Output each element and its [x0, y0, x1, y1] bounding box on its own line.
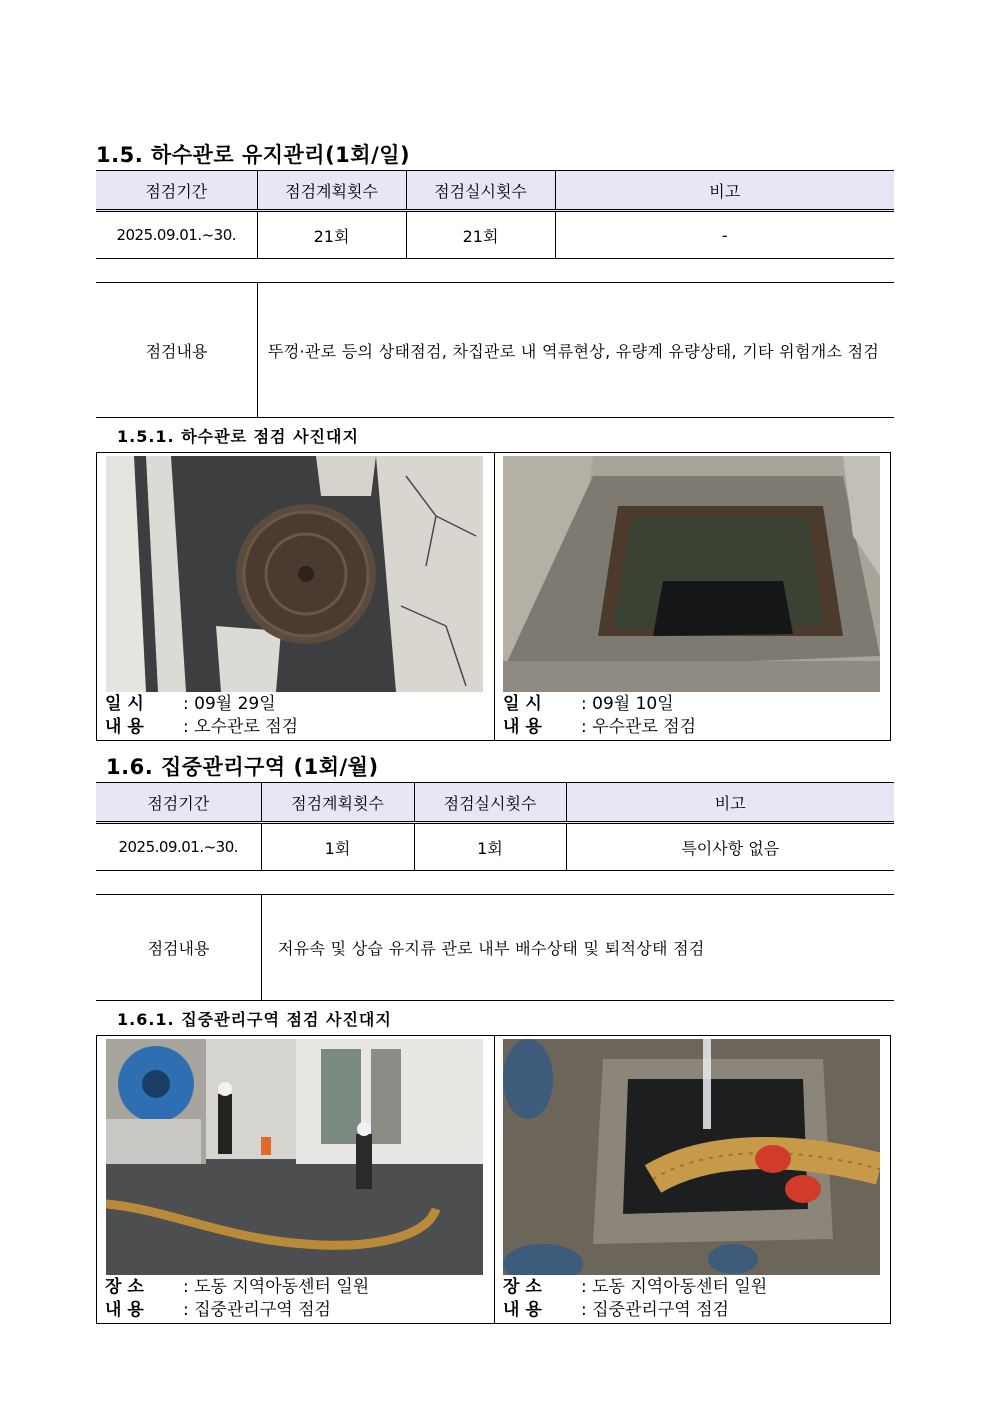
cell-note: - — [555, 211, 894, 259]
inspection-content-1-6 — [96, 894, 894, 1001]
header-note: 비고 — [555, 171, 894, 211]
section-title-1-6: 1.6. 집중관리구역 (1회/월) — [106, 755, 379, 779]
photo-content-label: 내 용 — [105, 1300, 144, 1320]
cell-done: 21회 — [406, 211, 555, 259]
header-done: 점검실시횟수 — [414, 783, 566, 823]
cell-done: 1회 — [414, 823, 566, 871]
header-planned: 점검계획횟수 — [261, 783, 414, 823]
photo-section-title-1-6-1: 1.6.1. 집중관리구역 점검 사진대지 — [117, 1010, 392, 1029]
photo-place-value: : 도동 지역아동센터 일원 — [581, 1277, 768, 1297]
photo-place-label: 장 소 — [503, 1277, 542, 1297]
photo-date-label: 일 시 — [105, 694, 144, 714]
header-period: 점검기간 — [96, 171, 257, 211]
photo-content-label: 내 용 — [503, 717, 542, 737]
header-period: 점검기간 — [96, 783, 261, 823]
photo-cell-left — [97, 453, 494, 740]
content-text: 저유속 및 상습 유지류 관로 내부 배수상태 및 퇴적상태 점검 — [278, 939, 705, 958]
cell-planned: 21회 — [257, 211, 406, 259]
photo-content-label: 내 용 — [503, 1300, 542, 1320]
photo-date-label: 일 시 — [503, 694, 542, 714]
photo-place-label: 장 소 — [105, 1277, 144, 1297]
photo-cell-left — [97, 1036, 494, 1323]
photo-content-value: : 집중관리구역 점검 — [581, 1300, 729, 1320]
photo-place-value: : 도동 지역아동센터 일원 — [183, 1277, 370, 1297]
content-label: 점검내용 — [96, 283, 258, 417]
header-note: 비고 — [566, 783, 894, 823]
vacuum-truck-photo-icon — [106, 1039, 483, 1275]
manhole-photo-icon — [106, 456, 483, 692]
cell-period: 2025.09.01.~30. — [96, 211, 257, 259]
photo-date-value: : 09월 10일 — [581, 694, 674, 714]
photo-content-value: : 우수관로 점검 — [581, 717, 697, 737]
photo-content-label: 내 용 — [105, 717, 144, 737]
header-done: 점검실시횟수 — [406, 171, 555, 211]
photo-date-value: : 09월 29일 — [183, 694, 276, 714]
storm-drain-photo-icon — [503, 456, 880, 692]
header-planned: 점검계획횟수 — [257, 171, 406, 211]
schedule-table-1-6 — [96, 782, 894, 871]
photo-content-value: : 오수관로 점검 — [183, 717, 299, 737]
hose-cleaning-photo-icon — [503, 1039, 880, 1275]
photo-section-title-1-5-1: 1.5.1. 하수관로 점검 사진대지 — [117, 427, 359, 446]
photo-board-1-6-1 — [96, 1035, 891, 1324]
cell-planned: 1회 — [261, 823, 414, 871]
inspection-content-1-5 — [96, 282, 894, 418]
cell-note: 특이사항 없음 — [566, 823, 894, 871]
photo-content-value: : 집중관리구역 점검 — [183, 1300, 331, 1320]
photo-cell-right — [494, 453, 890, 740]
photo-cell-right — [494, 1036, 890, 1323]
content-label: 점검내용 — [96, 895, 262, 1000]
content-text: 뚜껑·관로 등의 상태점검, 차집관로 내 역류현상, 유량계 유량상태, 기타 위험개소 점검 — [268, 341, 880, 361]
section-title-1-5: 1.5. 하수관로 유지관리(1회/일) — [96, 143, 411, 167]
schedule-table-1-5 — [96, 170, 894, 259]
cell-period: 2025.09.01.~30. — [96, 823, 261, 871]
photo-board-1-5-1 — [96, 452, 891, 741]
